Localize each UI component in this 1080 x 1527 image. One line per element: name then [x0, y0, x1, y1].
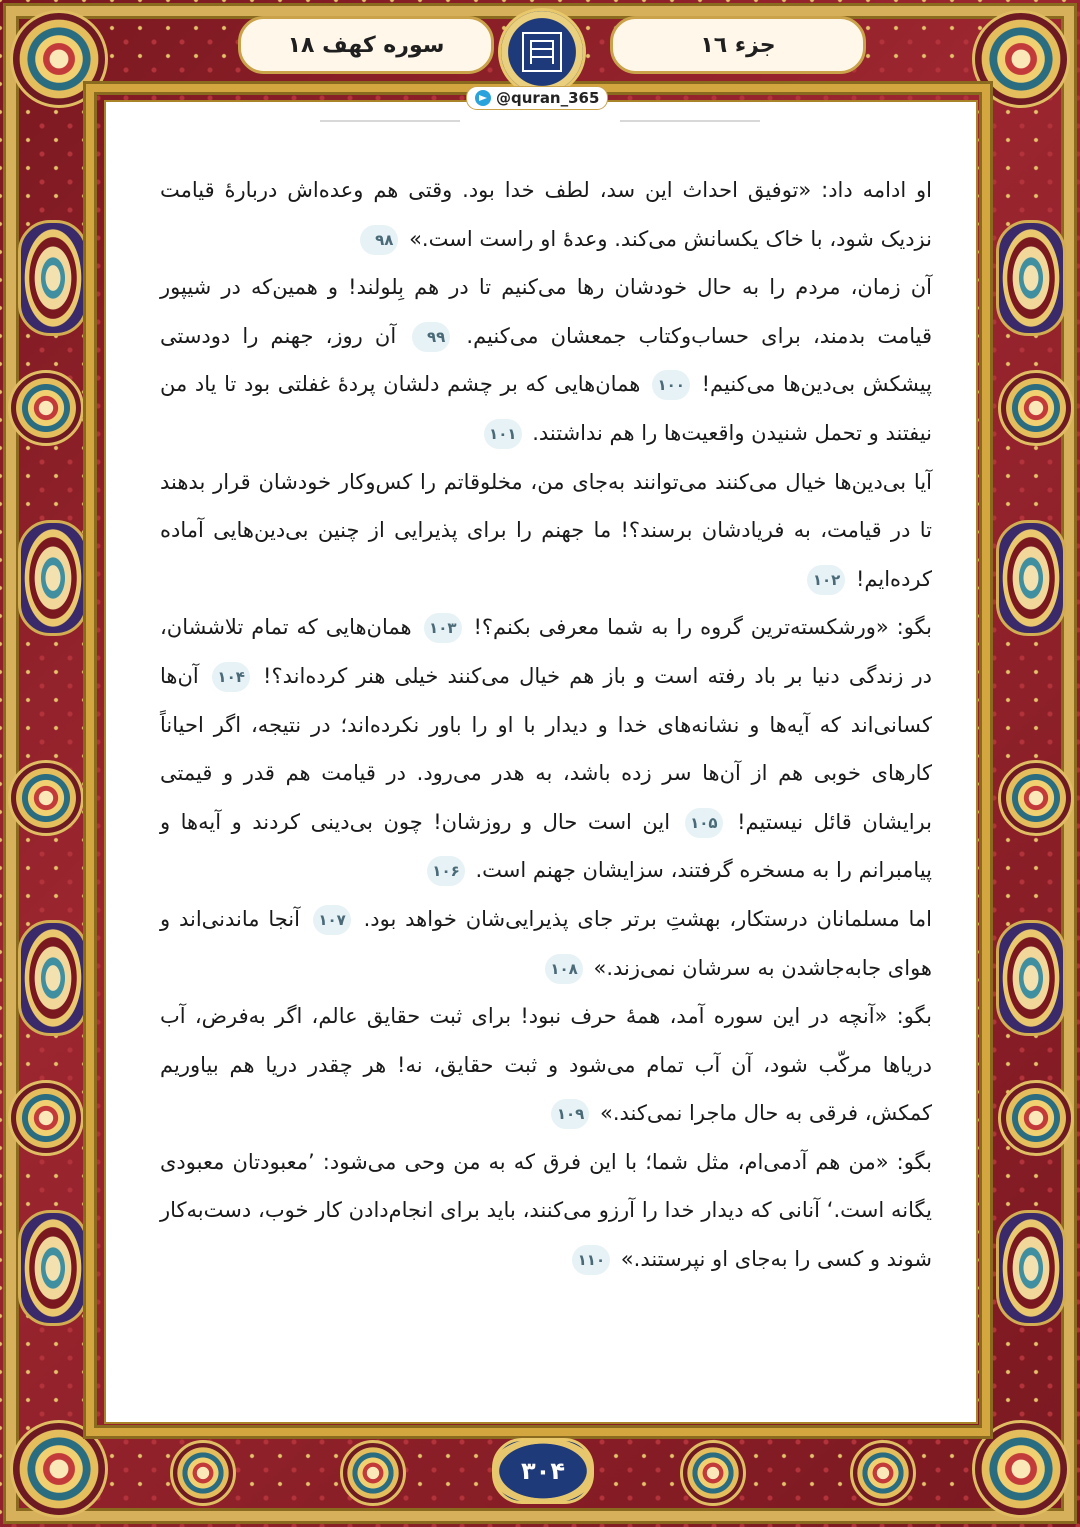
verse-text: بگو: «من هم آدمی‌ام، مثل شما؛ با این فرق که به من وحی می‌شود: ’معبودتان معبودی یگانه است.‘ آنانی که دیدار خدا را آرزو می‌کنند، باید برای انجام‌دادن کار خوب، دست‌به‌کار شوند و کسی را به‌جای او نپرستند.»	[160, 1149, 932, 1272]
paragraph	[160, 1138, 932, 1284]
bottom-rosette	[340, 1440, 406, 1506]
page-number: ۳۰۴	[521, 1457, 565, 1485]
verse-number-badge: ۱۰۲	[807, 565, 845, 595]
bottom-rosette	[850, 1440, 916, 1506]
side-medallion	[996, 920, 1066, 1036]
verse-text: آیا بی‌دین‌ها خیال می‌کنند می‌توانند به‌جای من، مخلوقاتم را کس‌وکار خودشان قرار بدهند تا در قیامت، به فریادشان برسند؟! ما جهنم را برای پذیرایی از چنین بی‌دین‌هایی آماده کرده‌ایم!	[160, 469, 932, 591]
side-medallion	[18, 220, 88, 336]
verse-number-badge: ۱۱۰	[572, 1245, 610, 1275]
verse-number-badge: ۱۰۱	[484, 419, 522, 449]
channel-handle-tag[interactable]	[466, 86, 608, 110]
bottom-rosette	[170, 1440, 236, 1506]
side-medallion	[996, 1210, 1066, 1326]
juz-cartouche	[610, 16, 866, 74]
verse-text: آن‌ها کسانی‌اند که آیه‌ها و نشانه‌های خدا و دیدار با او را باور نکرده‌اند؛ در نتیجه، اگر احیاناً کارهای خوبی هم از آن‌ها سر زده باشد، به هدر می‌رود. در قیامت هم قدر و قیمتی برایشان قائل نیستیم!	[160, 663, 932, 834]
side-medallion	[18, 520, 88, 636]
verse-number-badge: ۱۰۳	[424, 613, 462, 643]
verse-text: بگو: «آنچه در این سوره آمد، همهٔ حرف نبود! برای ثبت حقایق عالم، اگر به‌فرض، آب دریاها مرکّب شود، آن آب تمام می‌شود و ثبت حقایق، نه! هر چقدر دریا هم بیاوریم کمکش، فرقی به حال ماجرا نمی‌کند.»	[160, 1004, 932, 1126]
side-rosette	[8, 370, 84, 446]
verse-number-badge: ۱۰۶	[427, 856, 465, 886]
verse-number-badge: ۱۰۴	[212, 662, 250, 692]
verse-text: اما مسلمانان درستکار، بهشتِ برتر جای پذیرایی‌شان خواهد بود.	[354, 906, 932, 931]
page-number-badge	[492, 1438, 594, 1504]
surah-name-label: سوره کهف ۱۸	[287, 32, 445, 58]
verse-text: این است حال و روزشان! چون بی‌دینی کردند و آیه‌ها و پیامبرانم را به مسخره گرفتند، سزایشان جهنم است.	[160, 809, 932, 883]
divider-rule	[620, 120, 760, 122]
verse-number-badge: ۱۰۸	[545, 954, 583, 984]
side-medallion	[996, 520, 1066, 636]
paragraph	[160, 263, 932, 457]
side-medallion	[996, 220, 1066, 336]
channel-handle: @quran_365	[496, 89, 600, 107]
side-rosette	[8, 760, 84, 836]
verse-text: همان‌هایی که بر چشم دلشان پردهٔ غفلتی بود تا یاد من نیفتند و تحمل شنیدن واقعیت‌ها را هم نداشتند.	[160, 372, 932, 445]
bottom-rosette	[680, 1440, 746, 1506]
side-rosette	[998, 760, 1074, 836]
paragraph	[160, 992, 932, 1138]
verse-number-badge: ۹۹	[412, 322, 450, 352]
paragraph	[160, 166, 932, 263]
verse-number-badge: ۱۰۷	[313, 905, 351, 935]
calligraphy-logo-icon	[498, 8, 586, 96]
verse-text: آنجا ماندنی‌اند و هوای جابه‌جاشدن به سرشان نمی‌زند.»	[160, 906, 932, 980]
verse-text: آن زمان، مردم را به حال خودشان رها می‌کنیم تا در هم بِلولند! و همین‌که در شیپور قیامت بدمند، برای حساب‌وکتاب جمعشان می‌کنیم.	[160, 275, 932, 348]
verse-number-badge: ۱۰۵	[685, 808, 723, 838]
side-medallion	[18, 1210, 88, 1326]
paragraph	[160, 603, 932, 895]
side-rosette	[998, 370, 1074, 446]
divider-rule	[320, 120, 460, 122]
verse-number-badge: ۱۰۰	[652, 370, 690, 400]
verse-text: بگو: «ورشکسته‌ترین گروه را به شما معرفی بکنم؟!	[465, 615, 932, 640]
surah-name-cartouche	[238, 16, 494, 74]
logo-glyph	[522, 32, 562, 72]
telegram-icon	[475, 90, 491, 106]
side-medallion	[18, 920, 88, 1036]
paragraph	[160, 895, 932, 992]
juz-label: جزء ١٦	[700, 32, 776, 58]
side-rosette	[8, 1080, 84, 1156]
verse-text: او ادامه داد: «توفیق احداث این سد، لطف خدا بود. وقتی هم وعده‌اش دربارهٔ قیامت نزدیک شود، با خاک یکسانش می‌کند. وعدهٔ او راست است.»	[160, 178, 932, 251]
translation-text	[160, 166, 932, 1284]
verse-text: آن روز، جهنم را دودستی پیشکش بی‌دین‌ها می‌کنیم!	[160, 323, 932, 397]
verse-text: همان‌هایی که تمام تلاششان، در زندگی دنیا بر باد رفته است و باز هم خیال می‌کنند خیلی هنر کرده‌اند؟!	[160, 615, 933, 688]
paragraph	[160, 458, 932, 604]
side-rosette	[998, 1080, 1074, 1156]
verse-number-badge: ۱۰۹	[551, 1099, 589, 1129]
verse-number-badge: ۹۸	[360, 225, 398, 255]
